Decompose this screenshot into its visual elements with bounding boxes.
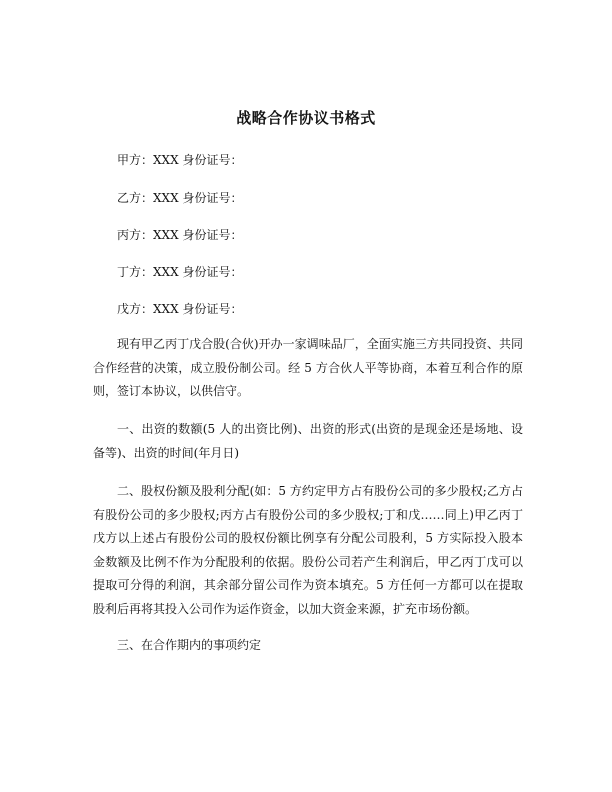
section-two-paragraph: 二、股权份额及股利分配(如：5 方约定甲方占有股份公司的多少股权;乙方占有股份公司的多少股权;丙方占有股份公司的多少股权;丁和戊……同上)甲乙丙丁戊方以上述占有股份公司的股权份额比例享有分配公司股利，5 方实际投入股本金数额及比例不作为分配股利的依据。股份公司若产生利润后，甲乙丙丁戊可以提取可分得的利润，其余部分留公司作为资本填充。5 方任何一方都可以在提取股利后再将其投入公司作为运作资金，以加大资金来源，扩充市场份额。 <box>93 484 523 616</box>
party-line-wu: 戊方：XXX 身份证号： <box>117 302 243 316</box>
party-line-ding: 丁方：XXX 身份证号： <box>117 265 243 279</box>
document-title: 战略合作协议书格式 <box>236 109 376 127</box>
section-one-paragraph: 一、出资的数额(5 人的出资比例)、出资的形式(出资的是现金还是场地、设备等)、出资的时间(年月日) <box>93 422 523 460</box>
party-line-yi: 乙方：XXX 身份证号： <box>117 191 243 205</box>
party-line-bing: 丙方：XXX 身份证号： <box>117 228 243 242</box>
party-line-jia: 甲方：XXX 身份证号： <box>117 153 243 167</box>
intro-paragraph: 现有甲乙丙丁戊合股(合伙)开办一家调味品厂，全面实施三方共同投资、共同合作经营的决策，成立股份制公司。经 5 方合伙人平等协商，本着互利合作的原则，签订本协议，以供信守。 <box>93 337 523 398</box>
section-three-heading: 三、在合作期内的事项约定 <box>117 638 262 652</box>
